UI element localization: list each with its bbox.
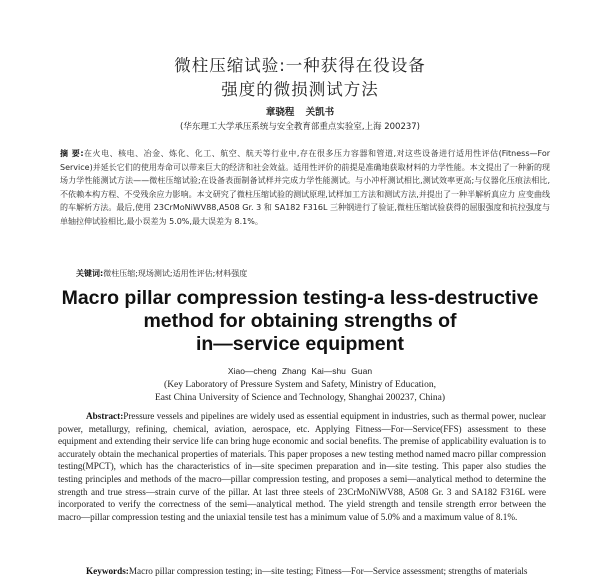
english-abstract-text: Pressure vessels and pipelines are widely used as essential equipment in industries, such as thermal power, nuclear power, metallurgy, refining, chemical, aviation, aerospace, etc. Applying Fitness—For—Service(FFS) assessment to these equipment and extending their service life can bring huge economic and social benefits. The premise of applicability evaluation is to accurately obtain the mechanical properties of materials. This paper proposes a new testing method named macro pillar compression testing(MPCT), which has the characteristics of in—site specimen preparation and in—site testing. This paper also studies the testing principles and methods of the macro—pillar compression testing, and proposes a semi—analytical method to determine the strength and true stress—strain curve of the pillar. At last three steels of 23CrMoNiWV88, A508 Gr. 3 and SA182 F316L were incorporated to verify the correctness of the semi—analytical method. The yield strength and tensile strength error between the macro—pillar compression testing and the uniaxial tensile test has a minimum value of 5.0% and a maximum value of 8.1%. [58, 411, 546, 522]
english-abstract [58, 410, 546, 523]
chinese-abstract-label: 摘 要: [60, 149, 84, 158]
chinese-authors: 章骁程 关凯书 [265, 107, 335, 118]
english-keywords [58, 566, 546, 577]
chinese-keywords [76, 268, 556, 279]
chinese-abstract [60, 147, 550, 229]
chinese-keywords-label: 关键词: [76, 269, 104, 278]
chinese-title-line2: 强度的微损测试方法 [221, 80, 379, 99]
english-affiliation-line2: East China University of Science and Technology, Shanghai 200237, China) [154, 393, 446, 403]
english-title-line3: in—service equipment [195, 333, 405, 355]
chinese-affiliation: (华东理工大学承压系统与安全教育部重点实验室,上海 200237) [180, 122, 420, 132]
english-authors: Xiao—cheng Zhang Kai—shu Guan [227, 366, 373, 376]
english-affiliation-line1: (Key Laboratory of Pressure System and Safety, Ministry of Education, [164, 380, 436, 390]
english-abstract-label: Abstract: [86, 411, 124, 421]
english-title-line2: method for obtaining strengths of [143, 310, 457, 332]
english-title-line1: Macro pillar compression testing-a less-destructive [61, 287, 539, 309]
english-keywords-text: Macro pillar compression testing; in—site testing; Fitness—For—Service assessment; strengths of materials [128, 566, 528, 576]
english-keywords-label: Keywords: [86, 566, 129, 576]
chinese-title-line1: 微柱压缩试验:一种获得在役设备 [174, 56, 426, 75]
chinese-abstract-text: 在火电、核电、冶金、炼化、化工、航空、航天等行业中,存在很多压力容器和管道,对这些设备进行适用性评估(Fitness—For Service)并延长它们的使用寿命可以带来巨大的经济和社会效益。适用性评价的前提是准确地获取材料的力学性能。本文提出了一种新的现场力学性能测试方法——微柱压缩试验;在设备表面制备试样并完成力学性能测试。与小冲杆测试相比,测试效率更高;与仪器化压痕法相比,不依赖本构方程、不受残余应力影响。本文研究了微柱压缩试验的测试原理,试样加工方法和测试方法,并提出了一种半解析真应力 应变曲线的车解析方法。最后,使用 23CrMoNiWV88,A508 Gr. 3 和 SA182 F316L 三种钢进行了验证,微柱压缩试验获得的屈服强度和抗拉强度与单轴拉伸试验相比,最小误差为 5.0%,最大误差为 8.1%。 [60, 149, 551, 226]
chinese-keywords-text: 微柱压缩;现场测试;适用性评估;材料强度 [103, 269, 248, 278]
